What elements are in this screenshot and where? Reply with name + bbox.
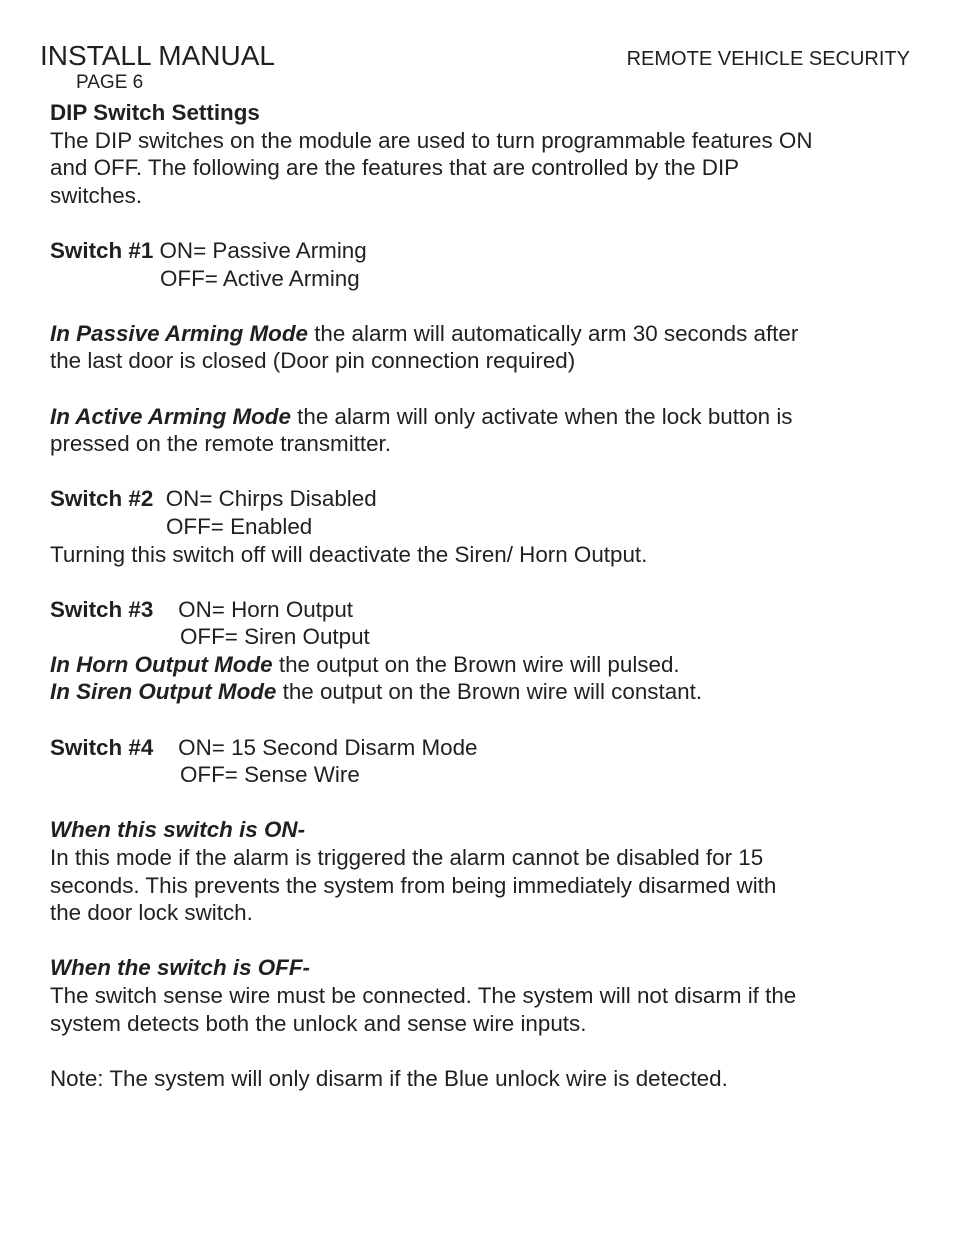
active-term: In Active Arming Mode bbox=[50, 403, 291, 429]
switch4-on-line bbox=[50, 734, 920, 762]
when-on-line-2: seconds. This prevents the system from being immediately disarmed with bbox=[50, 872, 777, 898]
when-off-heading: When the switch is OFF- bbox=[50, 955, 310, 981]
manual-title: INSTALL MANUAL bbox=[40, 40, 275, 71]
when-on-line-1: In this mode if the alarm is triggered the alarm cannot be disabled for 15 bbox=[50, 845, 764, 871]
when-on-line-3: the door lock switch. bbox=[50, 900, 253, 926]
switch2-on-line bbox=[50, 485, 920, 513]
document-body bbox=[50, 99, 920, 1092]
passive-text-2: the last door is closed (Door pin connection required) bbox=[50, 348, 576, 374]
switch3-off: OFF= Siren Output bbox=[180, 624, 370, 650]
switch2-on: ON= Chirps Disabled bbox=[153, 486, 377, 512]
switch2-off: OFF= Enabled bbox=[166, 513, 313, 539]
horn-term: In Horn Output Mode bbox=[50, 651, 273, 677]
section-heading: DIP Switch Settings bbox=[50, 100, 260, 125]
horn-text: the output on the Brown wire will pulsed. bbox=[272, 651, 680, 677]
switch1-on: ON= Passive Arming bbox=[153, 237, 367, 263]
switch4-on: ON= 15 Second Disarm Mode bbox=[153, 734, 478, 760]
when-off-line-1: The switch sense wire must be connected. The system will not disarm if the bbox=[50, 983, 797, 1008]
switch2-note: Turning this switch off will deactivate the Siren/ Horn Output. bbox=[50, 541, 648, 567]
switch4-label: Switch #4 bbox=[50, 734, 154, 760]
active-line-1 bbox=[50, 403, 920, 431]
intro-line-2: and OFF. The following are the features that are controlled by the DIP bbox=[50, 155, 740, 181]
page-number: PAGE 6 bbox=[76, 72, 144, 93]
intro-line-3: switches. bbox=[50, 182, 143, 208]
passive-term: In Passive Arming Mode bbox=[50, 320, 308, 346]
passive-text-1: the alarm will automatically arm 30 seconds after bbox=[307, 320, 799, 346]
switch3-on-line bbox=[50, 596, 920, 624]
switch2-label: Switch #2 bbox=[50, 486, 154, 512]
when-on-heading: When this switch is ON- bbox=[50, 817, 306, 843]
product-title: REMOTE VEHICLE SECURITY bbox=[626, 48, 910, 70]
siren-term: In Siren Output Mode bbox=[50, 679, 277, 705]
horn-mode-line bbox=[50, 651, 920, 679]
switch1-off: OFF= Active Arming bbox=[160, 265, 360, 291]
switch1-label: Switch #1 bbox=[50, 237, 154, 263]
active-text-1: the alarm will only activate when the lock button is bbox=[290, 403, 793, 429]
intro-line-1: The DIP switches on the module are used to turn programmable features ON bbox=[50, 127, 813, 153]
passive-line-1 bbox=[50, 320, 920, 348]
disarm-note: Note: The system will only disarm if the Blue unlock wire is detected. bbox=[50, 1065, 728, 1091]
switch3-on: ON= Horn Output bbox=[153, 596, 354, 622]
switch4-off: OFF= Sense Wire bbox=[180, 762, 360, 788]
active-text-2: pressed on the remote transmitter. bbox=[50, 431, 391, 457]
when-off-line-2: system detects both the unlock and sense wire inputs. bbox=[50, 1010, 587, 1036]
switch3-label: Switch #3 bbox=[50, 596, 154, 622]
siren-mode-line bbox=[50, 678, 920, 706]
siren-text: the output on the Brown wire will constant. bbox=[276, 679, 703, 705]
switch1-on-line bbox=[50, 237, 920, 265]
